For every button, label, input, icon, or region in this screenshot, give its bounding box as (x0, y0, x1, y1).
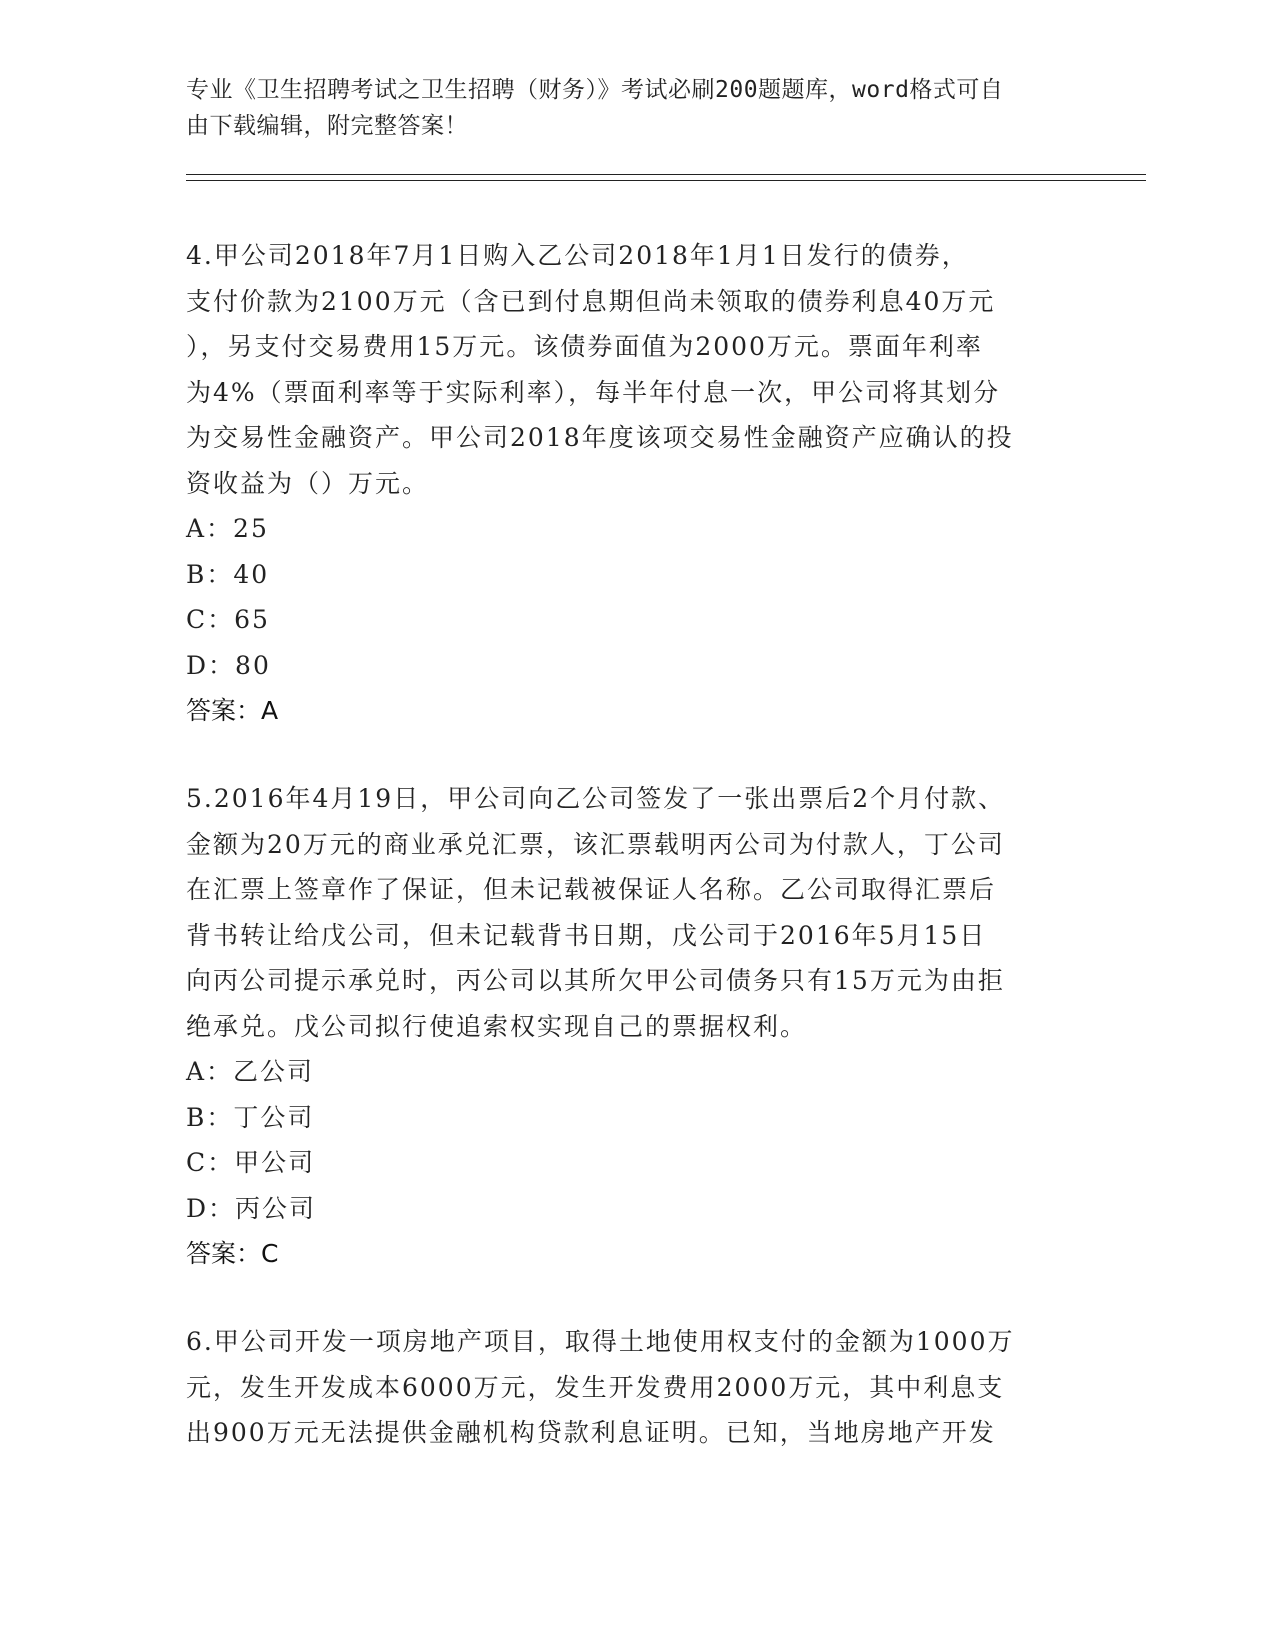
option-b: B：40 (186, 559, 270, 589)
question-stem-line: 资收益为（）万元。 (186, 468, 430, 498)
question-6 (186, 1319, 1066, 1456)
question-stem-line: 金额为20万元的商业承兑汇票，该汇票载明丙公司为付款人，丁公司 (186, 829, 1005, 859)
answer-line: 答案：A (186, 696, 279, 725)
option-a: A：25 (186, 514, 269, 543)
question-stem-line: ），另支付交易费用15万元。该债券面值为2000万元。票面年利率 (186, 332, 983, 361)
option-b: B：丁公司 (186, 1102, 315, 1132)
question-stem-line: 背书转让给戊公司，但未记载背书日期，戊公司于2016年5月15日 (186, 920, 987, 950)
option-d: D：丙公司 (186, 1193, 317, 1223)
question-stem-line: 支付价款为2100万元（含已到付息期但尚未领取的债券利息40万元 (186, 286, 996, 316)
option-d: D：80 (186, 650, 271, 680)
header-divider (186, 174, 1146, 175)
question-stem-line: 4.甲公司2018年7月1日购入乙公司2018年1月1日发行的债券， (186, 241, 969, 270)
header-divider (186, 180, 1146, 181)
option-a: A：乙公司 (186, 1057, 315, 1086)
question-stem-line: 为交易性金融资产。甲公司2018年度该项交易性金融资产应确认的投 (186, 423, 1014, 452)
header-line: 专业《卫生招聘考试之卫生招聘（财务）》考试必刷200题题库，word格式可自 (186, 77, 1004, 103)
option-c: C：甲公司 (186, 1148, 316, 1177)
question-stem-line: 5.2016年4月19日，甲公司向乙公司签发了一张出票后2个月付款、 (186, 784, 1006, 813)
header-line: 由下载编辑，附完整答案！ (186, 113, 468, 139)
question-stem-line: 6.甲公司开发一项房地产项目，取得土地使用权支付的金额为1000万 (186, 1327, 1015, 1356)
question-stem-line: 在汇票上签章作了保证，但未记载被保证人名称。乙公司取得汇票后 (186, 875, 997, 904)
question-stem-line: 绝承兑。戊公司拟行使追索权实现自己的票据权利。 (186, 1011, 808, 1041)
question-5 (186, 776, 1066, 1277)
question-stem-line: 出900万元无法提供金融机构贷款利息证明。已知，当地房地产开发 (186, 1418, 996, 1447)
question-stem-line: 元，发生开发成本6000万元，发生开发费用2000万元，其中利息支 (186, 1372, 1005, 1402)
option-c: C：65 (186, 605, 270, 634)
document-header (186, 72, 1066, 144)
question-stem-line: 向丙公司提示承兑时，丙公司以其所欠甲公司债务只有15万元为由拒 (186, 966, 1005, 995)
question-stem-line: 为4%（票面利率等于实际利率），每半年付息一次，甲公司将其划分 (186, 377, 1001, 407)
question-4 (186, 233, 1066, 734)
answer-line: 答案：C (186, 1239, 279, 1268)
